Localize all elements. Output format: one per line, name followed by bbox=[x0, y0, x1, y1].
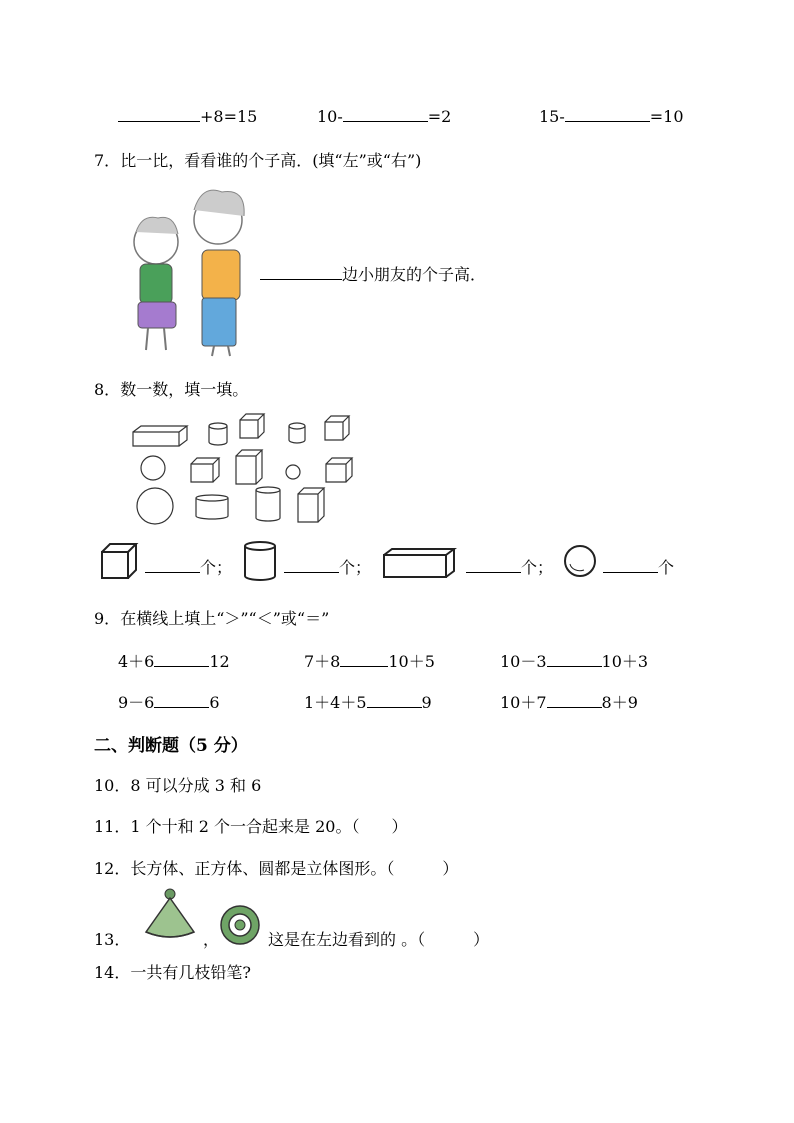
compare-item: 9－6 6 bbox=[118, 693, 220, 712]
compare-item: 10＋7 8＋9 bbox=[500, 693, 638, 712]
answer-blank[interactable] bbox=[603, 558, 658, 573]
cuboid-count: 个； bbox=[466, 555, 553, 578]
question-13-comma: ， bbox=[203, 930, 220, 949]
compare-item: 1＋4＋5 9 bbox=[304, 693, 432, 712]
question-10: 10．8 可以分成 3 和 6 bbox=[94, 776, 262, 795]
cylinder-icon bbox=[243, 540, 279, 582]
answer-blank[interactable] bbox=[547, 693, 602, 708]
answer-blank[interactable] bbox=[565, 107, 650, 122]
answer-blank[interactable] bbox=[260, 265, 342, 280]
cuboid-icon bbox=[382, 547, 458, 579]
question-9: 9．在横线上填上“＞”“＜”或“＝” bbox=[94, 609, 330, 628]
compare-item: 4＋6 12 bbox=[118, 652, 230, 671]
cube-icon bbox=[100, 542, 140, 582]
compare-item: 7＋8 10＋5 bbox=[304, 652, 435, 671]
answer-blank[interactable] bbox=[284, 558, 339, 573]
question-13: 这是在左边看到的 。（ ） bbox=[268, 930, 490, 949]
question-12: 12．长方体、正方体、圆都是立体图形。（ ） bbox=[94, 859, 459, 878]
question-11: 11．1 个十和 2 个一合起来是 20。（ ） bbox=[94, 817, 408, 836]
equation-2: 10- =2 bbox=[317, 107, 452, 126]
question-7-answer: 边小朋友的个子高． bbox=[260, 262, 486, 285]
cube-count: 个； bbox=[145, 555, 232, 578]
answer-blank[interactable] bbox=[154, 652, 209, 667]
two-children-illustration bbox=[118, 180, 258, 360]
question-13-number: 13． bbox=[94, 930, 131, 949]
cone-icon bbox=[142, 886, 202, 942]
answer-blank[interactable] bbox=[466, 558, 521, 573]
question-14: 14．一共有几枝铅笔? bbox=[94, 963, 251, 982]
answer-blank[interactable] bbox=[154, 693, 209, 708]
question-7: 7．比一比，看看谁的个子高．(填“左”或“右”) bbox=[94, 151, 422, 170]
answer-blank[interactable] bbox=[547, 652, 602, 667]
cylinder-count: 个； bbox=[284, 555, 371, 578]
sphere-count: 个 bbox=[603, 555, 674, 578]
answer-blank[interactable] bbox=[118, 107, 200, 122]
question-8: 8．数一数，填一填。 bbox=[94, 380, 249, 399]
answer-blank[interactable] bbox=[340, 652, 388, 667]
answer-blank[interactable] bbox=[145, 558, 200, 573]
answer-blank[interactable] bbox=[343, 107, 428, 122]
cone-top-view-icon bbox=[219, 904, 263, 948]
shapes-illustration bbox=[128, 410, 368, 530]
sphere-icon bbox=[563, 544, 599, 580]
answer-blank[interactable] bbox=[367, 693, 422, 708]
equation-1: +8=15 bbox=[118, 107, 257, 126]
compare-item: 10－3 10＋3 bbox=[500, 652, 649, 671]
equation-3: 15- =10 bbox=[539, 107, 684, 126]
section-heading: 二、判断题（5 分） bbox=[94, 736, 248, 756]
